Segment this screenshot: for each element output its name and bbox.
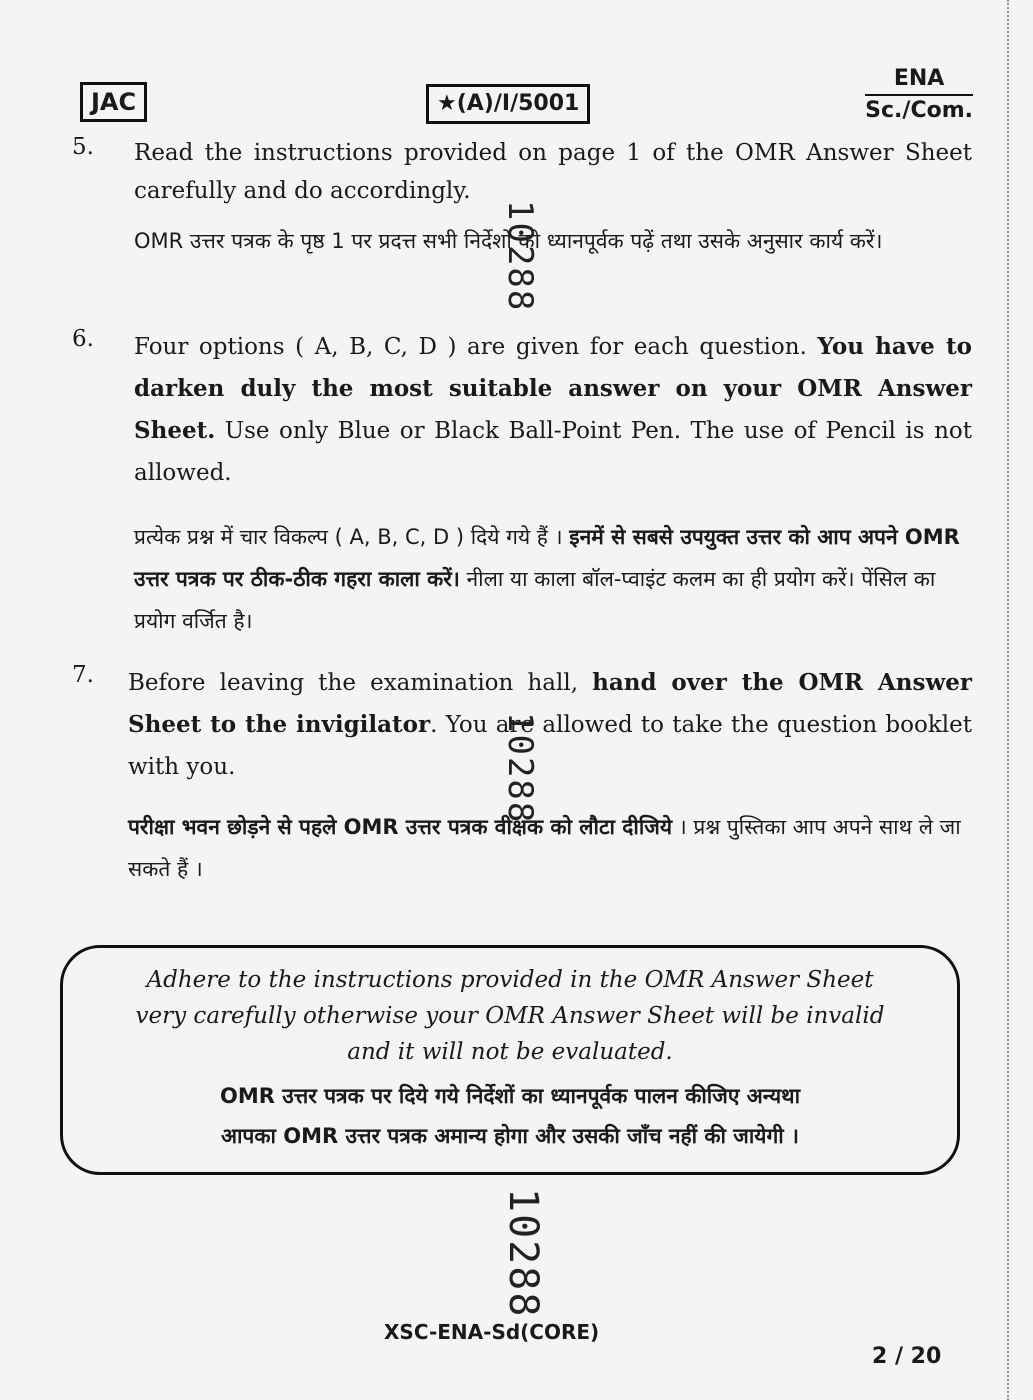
text-run: प्रत्येक प्रश्न में चार विकल्प ( A, B, C, D ) दिये गये हैं । xyxy=(134,525,570,549)
text-run: । प्रश्न पुस्तिका आप अपने साथ ले जा सकते हैं । xyxy=(128,815,961,881)
notice-hindi-line: OMR उत्तर पत्रक पर दिये गये निर्देशों का ध्यानपूर्वक पालन कीजिए अन्यथा xyxy=(219,1084,801,1108)
serial-stamp: 10288 xyxy=(500,1188,546,1319)
text-run-bold: परीक्षा भवन छोड़ने से पहले OMR उत्तर पत्रक वीक्षक को लौटा दीजिये xyxy=(128,815,673,839)
warning-notice-box xyxy=(60,945,960,1175)
text-run-bold: hand over the OMR Answer Sheet to the invigilator xyxy=(128,669,972,738)
instruction-number: 5. xyxy=(72,134,94,160)
text-run: Four options ( A, B, C, D ) are given for each question. xyxy=(134,334,818,360)
instruction-6 xyxy=(72,326,972,642)
notice-hindi-line: आपका OMR उत्तर पत्रक अमान्य होगा और उसकी जाँच नहीं की जायेगी । xyxy=(220,1124,800,1148)
instruction-hindi xyxy=(134,220,972,262)
text-run: Use only Blue or Black Ball-Point Pen. The use of Pencil is not allowed. xyxy=(134,418,972,486)
stream-label: Sc./Com. xyxy=(865,98,973,123)
instruction-number: 6. xyxy=(72,326,94,352)
notice-english-line: very carefully otherwise your OMR Answer Sheet will be invalid xyxy=(135,1003,885,1029)
subject-label xyxy=(865,64,973,126)
text-run: Read the instructions provided on page 1 of the OMR Answer Sheet carefully and do accordingly. xyxy=(134,140,972,204)
notice-english-line: Adhere to the instructions provided in the OMR Answer Sheet xyxy=(146,967,874,993)
instruction-hindi xyxy=(134,516,972,642)
serial-stamp: 10288 xyxy=(500,712,540,825)
instruction-hindi xyxy=(128,806,972,890)
board-label-box: JAC xyxy=(80,82,147,122)
instruction-number: 7. xyxy=(72,662,94,688)
serial-stamp: 10288 xyxy=(500,200,540,313)
instruction-english xyxy=(134,326,972,494)
text-run: Before leaving the examination hall, xyxy=(128,670,593,696)
subject-code: ENA xyxy=(865,64,973,96)
text-run: OMR उत्तर पत्रक के पृष्ठ 1 पर प्रदत्त सभी निर्देशों को ध्यानपूर्वक पढ़ें तथा उसके अनुसार कार्य करें। xyxy=(134,229,883,253)
text-run-bold: You have to darken duly the most suitable answer on your OMR Answer Sheet. xyxy=(134,333,972,444)
text-run: नीला या काला बॉल-प्वाइंट कलम का ही प्रयोग करें। पेंसिल का प्रयोग वर्जित है। xyxy=(134,567,936,633)
notice-english-line: and it will not be evaluated. xyxy=(347,1039,673,1065)
text-run: . You are allowed to take the question booklet with you. xyxy=(128,712,972,780)
instruction-english xyxy=(134,134,972,210)
page-number: 2 / 20 xyxy=(872,1344,942,1369)
text-run-bold: इनमें से सबसे उपयुक्त उत्तर को आप अपने OMR उत्तर पत्रक पर ठीक-ठीक गहरा काला करें। xyxy=(134,525,960,591)
paper-code-box: ★(A)/I/5001 xyxy=(426,84,590,124)
page-edge-dots xyxy=(1007,0,1015,1400)
instruction-english xyxy=(128,662,972,788)
footer-paper-code: XSC-ENA-Sd(CORE) xyxy=(384,1320,600,1344)
